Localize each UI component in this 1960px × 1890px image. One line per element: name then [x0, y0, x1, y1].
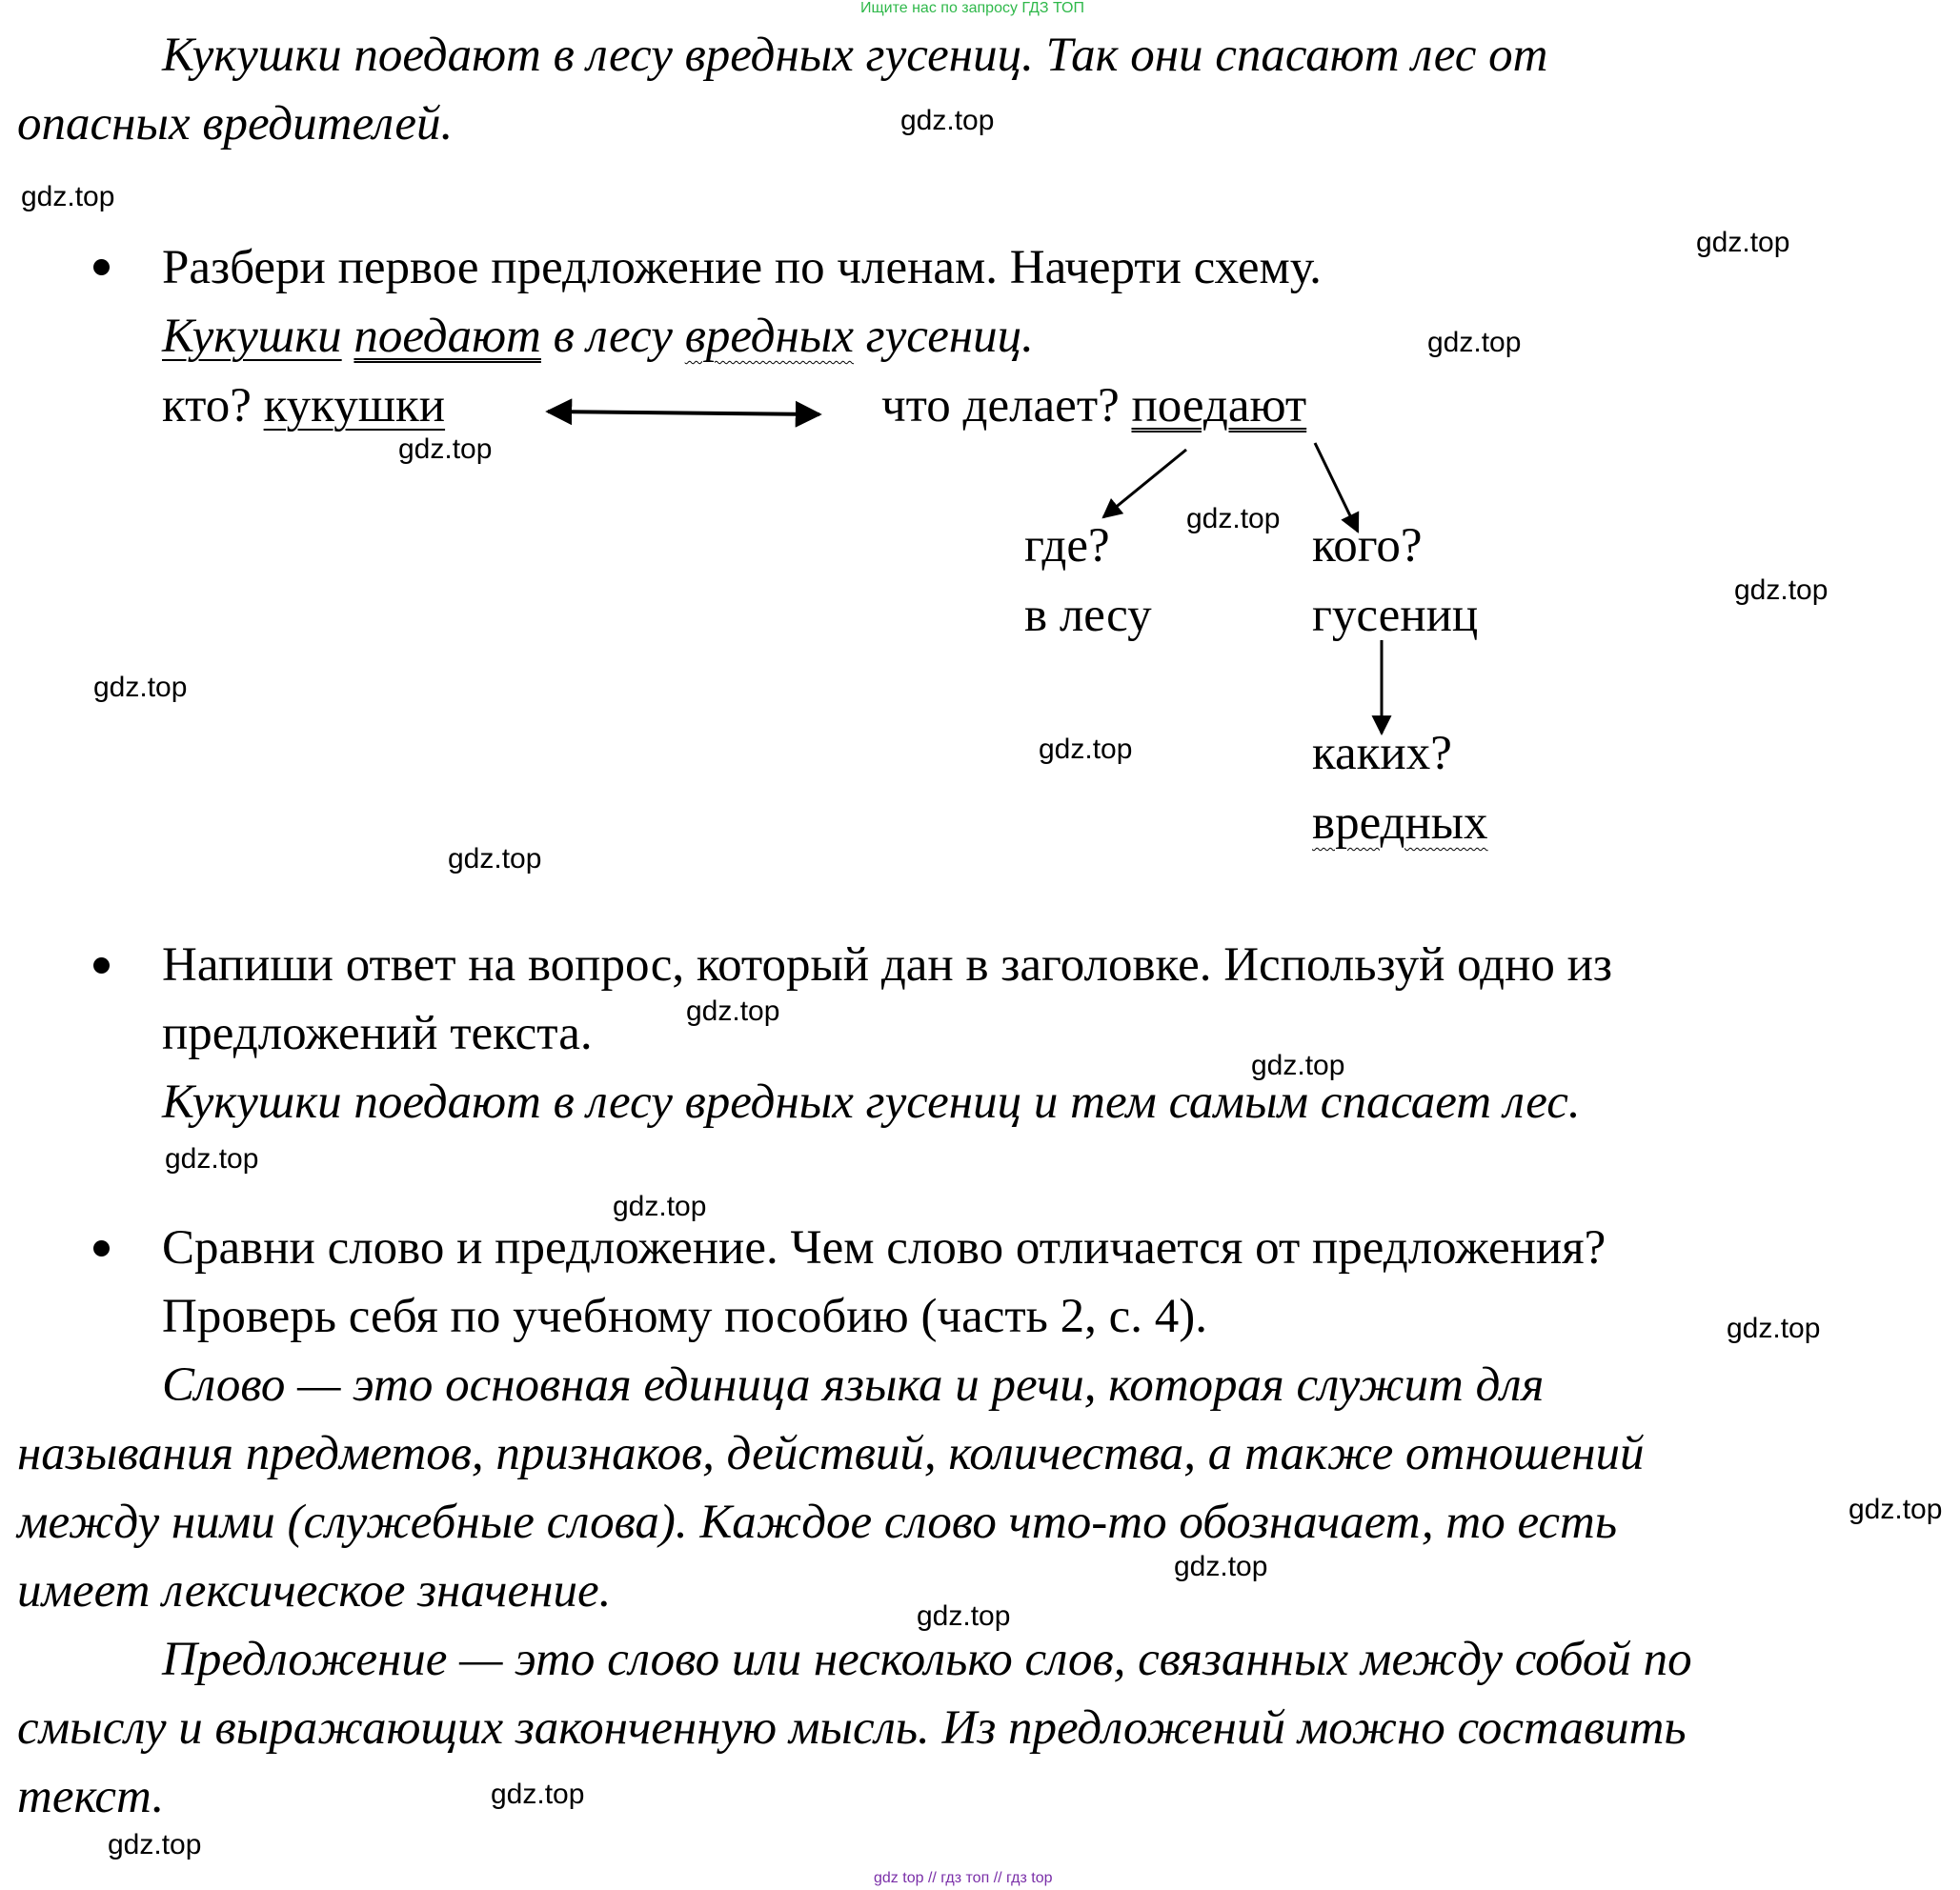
subject-question: кто? [162, 379, 252, 432]
watermark: gdz.top [165, 1143, 259, 1175]
watermark: gdz.top [1186, 503, 1281, 534]
word-def-line-3: между ними (служебные слова). Каждое слово что-то обозначает, то есть [17, 1496, 1618, 1549]
watermark: gdz.top [21, 181, 115, 212]
word-def-line-1: Слово — это основная единица языка и речи, которая служит для [162, 1358, 1545, 1412]
watermark: gdz.top [1727, 1313, 1821, 1344]
footer-separator: // [993, 1870, 1002, 1886]
sentence-def-line-2: смыслу и выражающих законченную мысль. Из предложений можно составить [17, 1701, 1687, 1755]
watermark: gdz.top [1174, 1551, 1268, 1582]
watermark: gdz.top [1039, 734, 1133, 765]
watermark: gdz.top [1251, 1050, 1345, 1081]
sentence-def-line-3: текст. [17, 1770, 165, 1823]
watermark: gdz.top [491, 1779, 585, 1810]
intro-line-2: опасных вредителей. [17, 97, 454, 151]
watermark: gdz.top [1696, 227, 1790, 258]
footer-link-2[interactable]: гдз топ [940, 1870, 990, 1886]
footer-link-3[interactable]: гдз top [1006, 1870, 1053, 1886]
where-word: в лесу [1024, 589, 1152, 642]
watermark: gdz.top [917, 1600, 1011, 1632]
word-def-line-4: имеет лексическое значение. [17, 1564, 612, 1618]
watermark: gdz.top [613, 1191, 707, 1222]
watermark: gdz.top [1734, 574, 1829, 606]
where-arrow [1103, 450, 1186, 517]
task3-prompt-line-1: Сравни слово и предложение. Чем слово отличается от предложения? [162, 1221, 1606, 1275]
watermark: gdz.top [1849, 1494, 1943, 1525]
task1-prompt: Разбери первое предложение по членам. Начерти схему. [162, 241, 1322, 294]
subject-predicate-arrow [548, 412, 819, 414]
which-question: каких? [1312, 727, 1452, 780]
sentence-predicate: поедают [354, 310, 541, 363]
intro-line-1: Кукушки поедают в лесу вредных гусениц. Так они спасают лес от [162, 29, 1548, 82]
task2-answer: Кукушки поедают в лесу вредных гусениц и тем самым спасает лес. [162, 1076, 1581, 1129]
sentence-attribute: вредных [684, 310, 854, 363]
watermark: gdz.top [1427, 327, 1522, 358]
watermark: gdz.top [108, 1829, 202, 1860]
watermark: gdz.top [686, 995, 780, 1027]
task2-prompt-line-1: Напиши ответ на вопрос, который дан в заголовке. Используй одно из [162, 938, 1613, 992]
subject-word: кукушки [263, 379, 446, 432]
watermark: gdz.top [448, 843, 542, 875]
bullet-2 [93, 957, 110, 974]
word-def-line-2: называния предметов, признаков, действий, количества, а также отношений [17, 1427, 1645, 1480]
predicate-word: поедают [1131, 379, 1307, 432]
footer-separator: // [927, 1870, 937, 1886]
sentence-word-5: гусениц. [865, 310, 1034, 363]
whom-word: гусениц [1312, 589, 1479, 642]
whom-arrow [1315, 443, 1358, 532]
watermark: gdz.top [900, 105, 995, 136]
whom-question: кого? [1312, 519, 1423, 573]
watermark: gdz.top [93, 672, 188, 703]
sentence-subject: Кукушки [162, 310, 342, 363]
footer-link-1[interactable]: gdz top [874, 1870, 924, 1886]
task3-prompt-line-2: Проверь себя по учебному пособию (часть 2, с. 4). [162, 1290, 1208, 1343]
header-search-hint[interactable]: Ищите нас по запросу ГДЗ ТОП [860, 0, 1084, 16]
footer-links [874, 1870, 1053, 1887]
task2-prompt-line-2: предложений текста. [162, 1007, 593, 1060]
where-question: где? [1024, 519, 1110, 573]
bullet-3 [93, 1240, 110, 1257]
which-word: вредных [1312, 796, 1488, 850]
sentence-def-line-1: Предложение — это слово или несколько слов, связанных между собой по [162, 1633, 1692, 1686]
predicate-question: что делает? [881, 379, 1120, 432]
watermark: gdz.top [398, 433, 493, 465]
sentence-word-3: в лесу [553, 310, 673, 363]
